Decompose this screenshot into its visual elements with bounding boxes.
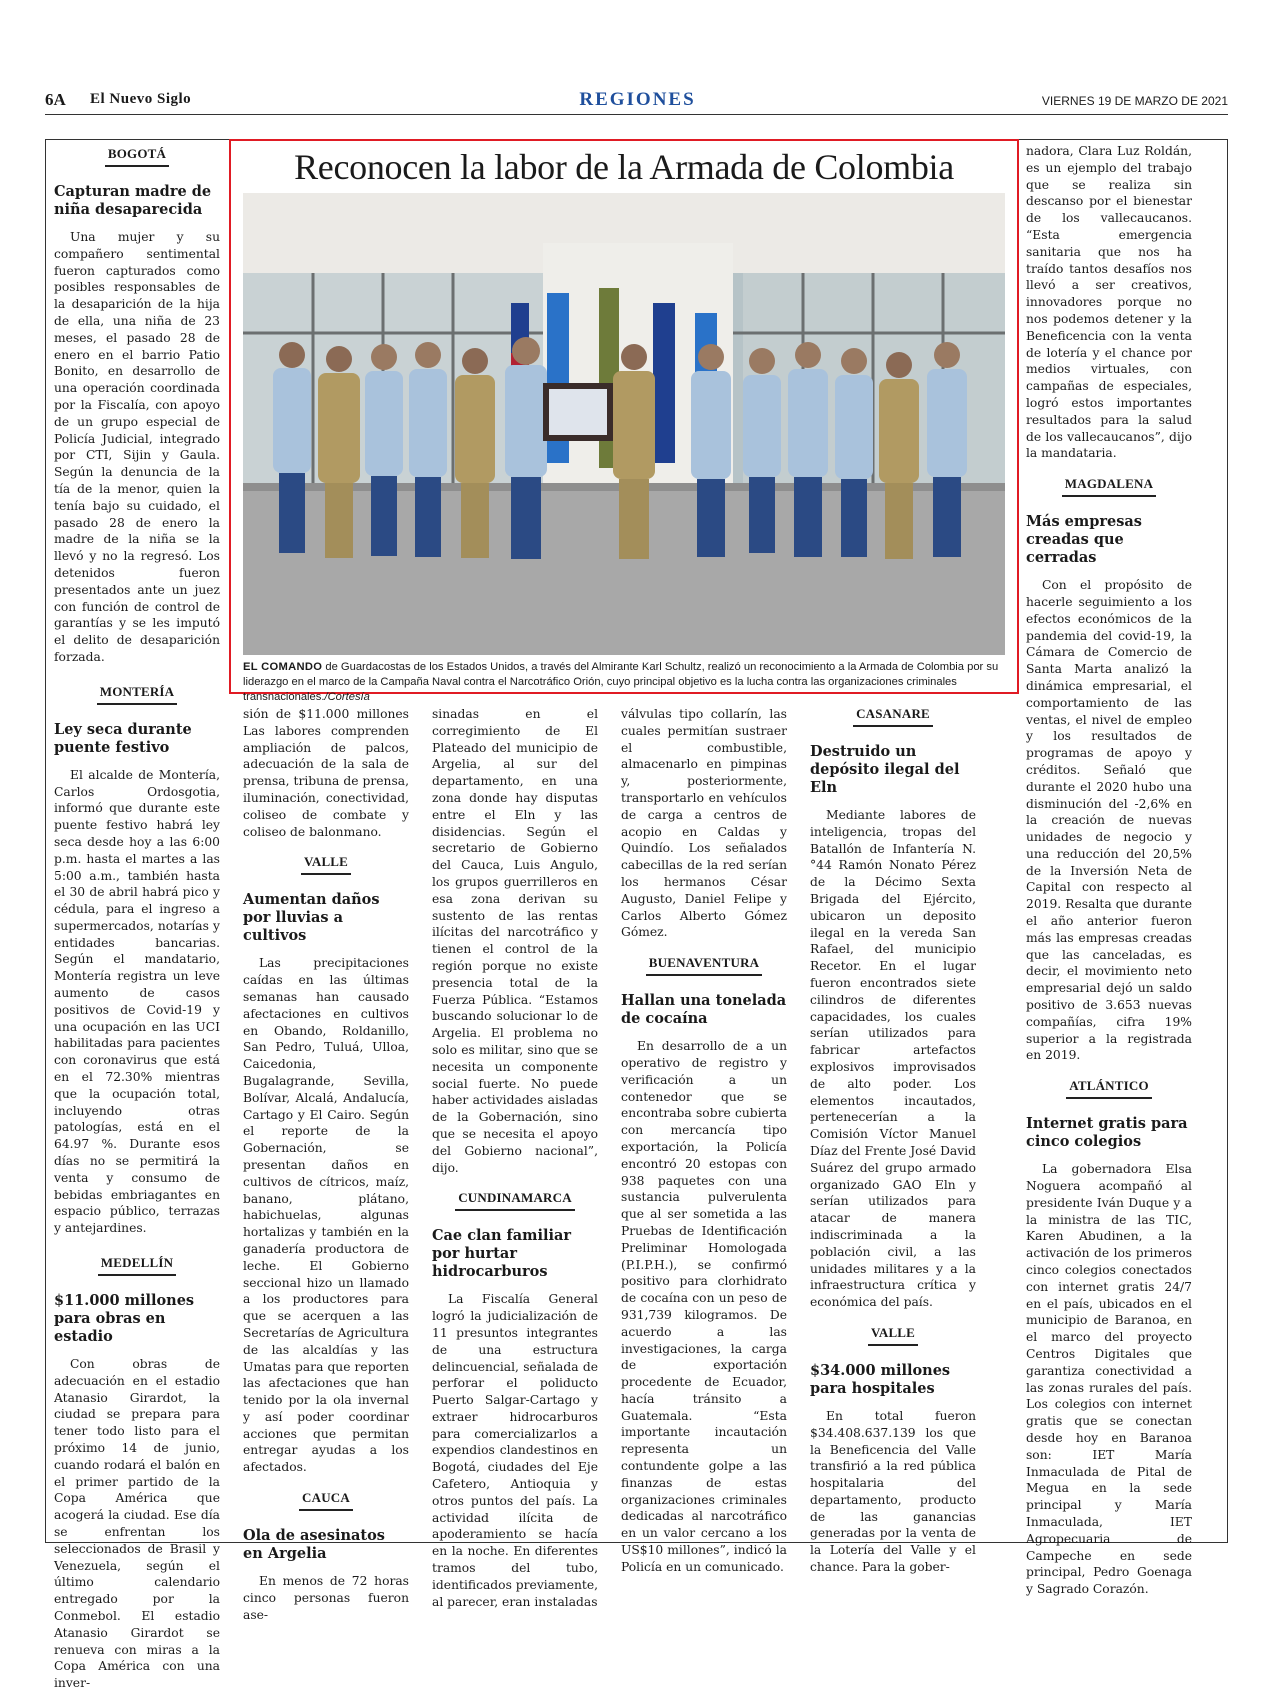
feature-caption [243, 660, 1005, 705]
body-cauca: En menos de 72 horas cinco personas fueron ase- [243, 1574, 409, 1622]
tag-medellin: MEDELLÍN [98, 1255, 176, 1276]
column-6 [1026, 143, 1192, 1598]
tag-cauca: CAUCA [299, 1490, 353, 1511]
headline-cauca: Ola de asesinatos en Argelia [243, 1527, 385, 1563]
headline-valle-2: $34.000 millones para hospitales [810, 1361, 951, 1397]
page-number: 6A [45, 90, 66, 109]
section-title: REGIONES [579, 89, 696, 110]
body-medellin: Con obras de adecuación en el estadio Atanasio Girardot, la ciudad se prepara para tener todo listo para el próximo 14 de junio, cuando rodará el balón en el primer partido de la Copa América que acogerá la ciudad. Ese día se enfrentan los seleccionados de Brasil y Venezuela, según el último calendario entregado por la Conmebol. El estadio Atanasio Girardot se renueva con miras a la Copa América con una inver- [54, 1357, 220, 1691]
column-2 [243, 706, 409, 1623]
headline-monteria: Ley seca durante puente festivo [54, 720, 192, 756]
tag-atlantico: ATLÁNTICO [1066, 1078, 1152, 1099]
caption-text: de Guardacostas de los Estados Unidos, a través del Almirante Karl Schultz, realizó un reconocimiento a la Armada de Colombia por su liderazgo en el marco de la Campaña Naval contra el Narcotráfico Orión, cuyo principal objetivo es la lucha contra las organizaciones criminales transnacionales. [243, 661, 999, 703]
tag-buenaventura: BUENAVENTURA [646, 955, 763, 976]
caption-lead: EL COMANDO [243, 661, 323, 673]
headline-buenaventura: Hallan una tonelada de cocaína [621, 992, 787, 1028]
body-atlantico: La gobernadora Elsa Noguera acompañó al presidente Iván Duque y a la ministra de las TIC, Karen Abudinen, a la activación de los primeros cinco colegios conectados con internet gratis 24/7 en el país, ubicados en el municipio de Baranoa, en el marco del proyecto Centros Digitales que garantiza conectividad a las zonas rurales del país. Los colegios con internet gratis que se conectan desde hoy en Baranoa son: IET María Inmaculada de Pital de Megua en la sede principal y María Inmaculada, IET Agropecuaria de Campeche en sede principal, Pedro Goenaga y Sagrado Corazón. [1026, 1162, 1192, 1597]
body-cundinamarca-continued: válvulas tipo collarín, las cuales permitían sustraer el combustible, almacenarlo en pimpinas y, posteriormente, transportarlo en vehículos de carga a centros de acopio en Caldas y Quindío. Los señalados cabecillas de la red serían los hermanos César Augusto, Daniel Felipe y Carlos Alberto Gómez Gómez. [621, 707, 787, 940]
body-valle-2-continued: nadora, Clara Luz Roldán, es un ejemplo del trabajo que se realiza sin descanso por el bienestar de los vallecaucanos. “Esta emergencia sanitaria que nos ha traído tantos desafíos nos llevó a ser creativos, innovadores porque no nos podemos detener y la Beneficencia con la venta de lotería y el chance por medios virtuales, con campañas de especiales, logró estos importantes resultados para la salud de los vallecaucanos”, dijo la mandataria. [1026, 144, 1192, 461]
body-magdalena: Con el propósito de hacerle seguimiento a los efectos económicos de la pandemia del covid-19, la Cámara de Comercio de Santa Marta analizó la dinámica empresarial, el comportamiento de las ventas, el nivel de empleo y los resultados de programas de apoyo y créditos. Señaló que durante el 2020 hubo una disminución del -2,6% en la creación de nuevas unidades de negocio y una reducción del 20,5% de la Inversión Neta de Capital con respecto al 2019. Resalta que durante el año anterior fueron más las empresas creadas que las canceladas, es decir, el movimiento neto empresarial dejó un saldo positivo de 3.653 nuevas compañías, cifra 19% superior a la registrada en 2019. [1026, 578, 1192, 1063]
column-1 [54, 146, 220, 1692]
headline-atlantico: Internet gratis para cinco colegios [1026, 1115, 1188, 1151]
issue-date: VIERNES 19 DE MARZO DE 2021 [1041, 94, 1228, 108]
feature-title: Reconocen la labor de la Armada de Colombia [294, 147, 954, 187]
body-buenaventura: En desarrollo de a un operativo de registro y verificación a un contenedor que se encontraba sobre cubierta con mercancía tipo exportación, la Policía encontró 20 estopas con 938 paquetes con una sustancia pulverulenta que al ser sometida a las Pruebas de Identificación Preliminar Homologada (P.I.P.H.), se confirmó positivo para clorhidrato de cocaína con un peso de 931,739 kilogramos. De acuerdo a las investigaciones, la carga de exportación procedente de Ecuador, hacía tránsito a Guatemala. “Esta importante incautación representa un contundente golpe a las finanzas de estas organizaciones criminales dedicadas al narcotráfico en un valor cercano a los US$10 millones”, indicó la Policía en un comunicado. [621, 1039, 787, 1574]
headline-casanare: Destruido un depósito ilegal del Eln [810, 743, 960, 796]
masthead: El Nuevo Siglo [90, 91, 192, 107]
tag-valle-1: VALLE [301, 854, 351, 875]
body-medellin-continued: sión de $11.000 millones Las labores comprenden ampliación de palcos, adecuación de la sala de prensa, tribuna de prensa, iluminación, conectividad, coliseo de combate y coliseo de balonmano. [243, 707, 409, 839]
feature-photo [243, 193, 1005, 655]
header-rule [45, 114, 1228, 115]
body-casanare: Mediante labores de inteligencia, tropas del Batallón de Infantería N.°44 Ramón Nonato Pérez de la Décimo Sexta Brigada del Ejército, ubicaron un deposito ilegal en la vereda San Rafael, del municipio Recetor. En el lugar fueron encontrados siete cilindros de diferentes capacidades, los cuales serían utilizados para fabricar artefactos explosivos improvisados de alto poder. Los elementos incautados, pertenecerían a la Comisión Víctor Manuel Díaz del Frente José David Suárez del grupo armado organizado GAO Eln y serían utilizados para atacar de manera indiscriminada a la población civil, a las unidades militares y a la infraestructura crítica y económica del país. [810, 808, 977, 1310]
headline-valle-1: Aumentan daños por lluvias a cultivos [243, 891, 380, 945]
column-3 [432, 706, 598, 1610]
body-monteria: El alcalde de Montería, Carlos Ordosgotia, informó que durante este puente festivo habrá ley seca desde hoy a las 6:00 p.m. hasta el martes a las 5:00 a.m., también hasta el 30 de abril habrá pico y cédula, para el ingreso a supermercados, notarías y entidades bancarias. Según el mandatario, Montería registra un leve aumento de casos positivos de Covid-19 y una ocupación en las UCI habilitadas para pacientes con coronavirus que está en el 72.30% mientras que la ocupación total, incluyendo otras patologías, está en el 64.97 %. Durante esos días no se permitirá la venta y consumo de bebidas embriagantes en espacio público, terrazas y antejardines. [54, 767, 220, 1236]
body-cundinamarca: La Fiscalía General logró la judicialización de 11 presuntos integrantes de una estructura delincuencial, señalada de perforar el poliducto Puerto Salgar-Cartago y extraer hidrocarburos para comercializarlos a expendios clandestinos en Bogotá, ciudades del Eje Cafetero, Antioquia y otros puntos del país. La actividad ilícita de apoderamiento se hacía en la noche. En diferentes tramos del tubo, identificados previamente, al parecer, eran instaladas [432, 1292, 599, 1609]
tag-monteria: MONTERÍA [97, 684, 178, 705]
tag-magdalena: MAGDALENA [1062, 476, 1156, 497]
body-valle-1: Las precipitaciones caídas en las últimas semanas han causado afectaciones en cultivos en Obando, Roldanillo, San Pedro, Tuluá, Ulloa, Caicedonia, Bugalagrande, Sevilla, Bolívar, Alcalá, Andalucía, Cartago y El Cairo. Según el reporte de la Gobernación, se presentan daños en cultivos de cítricos, maíz, banano, plátano, habichuelas, algunas hortalizas y también en la ganadería productora de leche. El Gobierno seccional hizo un llamado a los productores para que se acerquen a las Secretarías de Agricultura de las alcaldías y las Umatas para que reporten las afectaciones que han tenido por la ola invernal y así poder coordinar acciones que permitan entregar ayudas a los afectados. [243, 956, 409, 1475]
tag-valle-2: VALLE [868, 1325, 918, 1346]
body-bogota: Una mujer y su compañero sentimental fueron capturados como posibles responsables de la desaparición de la hija de ella, una niña de 23 meses, el pasado 28 de enero en el barrio Patio Bonito, en desarrollo de una operación coordinada por la Fiscalía, con apoyo de un grupo especial de Policía Judicial, integrado por CTI, Sijin y Gaula. Según la denuncia de la tía de la menor, quien la tenía bajo su cuidado, el pasado 28 de enero la madre de la niña se la llevó y no la regresó. Los detenidos fueron presentados ante un juez con función de control de garantías y se les imputó el delito de desaparición forzada. [54, 230, 220, 664]
column-4 [621, 706, 787, 1576]
headline-bogota: Capturan madre de niña desaparecida [54, 183, 212, 218]
body-valle-2: En total fueron $34.408.637.139 los que la Beneficencia del Valle transfirió a la red pública hospitalaria del departamento, producto de las ganancias generadas por la venta de la Lotería del Valle y el chance. Para la gober- [810, 1408, 976, 1575]
tag-bogota: BOGOTÁ [105, 146, 169, 167]
headline-medellin: $11.000 millones para obras en estadio [54, 1292, 195, 1346]
tag-cundinamarca: CUNDINAMARCA [455, 1190, 575, 1211]
column-5 [810, 706, 976, 1576]
body-cauca-continued: sinadas en el corregimiento de El Plateado del municipio de Argelia, al sur del departamento, en una zona donde hay disputas entre el Eln y las disidencias. Según el secretario de Gobierno del Cauca, Luis Angulo, los grupos guerrilleros en esa zona derivan su sustento de las rentas ilícitas del narcotráfico y tienen el control de la región porque no existe presencia total de la Fuerza Pública. “Estamos buscando solucionar lo de Argelia. El problema no solo es militar, sino que se necesita un componente social fuerte. No puede haber actividades aisladas de la Gobernación, sino que se necesita el apoyo del Gobierno nacional”, dijo. [432, 707, 598, 1175]
tag-casanare: CASANARE [853, 706, 933, 727]
photo-credit: /Cortesía [324, 691, 370, 703]
headline-magdalena: Más empresas creadas que cerradas [1026, 513, 1142, 567]
headline-cundinamarca: Cae clan familiar por hurtar hidrocarburos [432, 1227, 572, 1281]
